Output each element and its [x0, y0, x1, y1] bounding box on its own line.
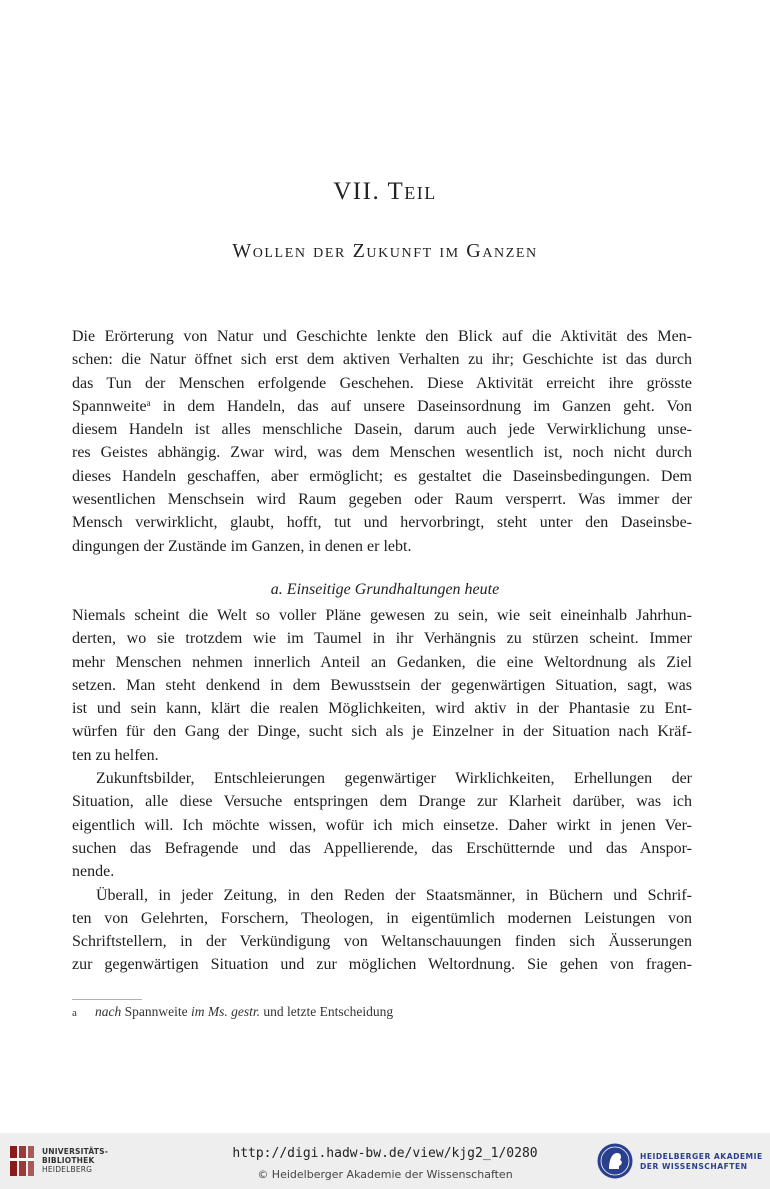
- hadw-logo[interactable]: [596, 1141, 766, 1181]
- text-line: [72, 395, 692, 418]
- hadw-name-line: HEIDELBERGER AKADEMIE: [640, 1152, 763, 1161]
- permalink-url[interactable]: http://digi.hadw-bw.de/view/kjg2_1/0280: [232, 1146, 538, 1161]
- text-line: Zukunftsbilder, Entschleierungen gegenwärtiger Wirklichkeiten, Erhellungen der: [96, 770, 692, 788]
- text-line: mehr Menschen nehmen innerlich Anteil an Gedanken, die eine Weltordnung als Ziel: [72, 653, 692, 671]
- text-line: schen: die Natur öffnet sich erst dem aktiven Verhalten zu ihr; Geschichte ist das durch: [72, 351, 692, 369]
- text-line: diesem Handeln ist alles menschliche Dasein, darum auch jede Verwirklichung unse-: [72, 421, 692, 439]
- hadw-name-line: DER WISSENSCHAFTEN: [640, 1162, 748, 1171]
- text-line: Überall, in jeder Zeitung, in den Reden der Staatsmänner, in Büchern und Schrif-: [96, 886, 692, 904]
- footer-bar: [0, 1133, 770, 1189]
- text-line-rest: in dem Handeln, das auf unsere Daseinsordnung im Ganzen geht. Von: [162, 397, 692, 415]
- footnote-nach: nach: [95, 1004, 122, 1019]
- text-line: zur gegenwärtigen Situation und zur möglichen Weltordnung. Sie gehen von fragen-: [72, 956, 692, 974]
- footnote-word: Spannweite: [124, 1004, 188, 1019]
- text-line: ist und sein kann, klärt die realen Möglichkeiten, wird aktiv in der Phantasie zu Ent-: [72, 700, 692, 718]
- text-line: res Geistes abhängig. Zwar wird, was dem Menschen wesentlich ist, noch nicht durch: [72, 444, 692, 462]
- text-line: ten zu helfen.: [72, 746, 159, 764]
- chapter-title: Wollen der Zukunft im Ganzen: [232, 240, 538, 262]
- text-line: dingungen der Zustände im Ganzen, in denen er lebt.: [72, 537, 412, 555]
- spannweite-word: Spannweite: [72, 397, 147, 415]
- text-line: ten von Gelehrten, Forschern, Theologen, in eigentümlich modernen Leistungen von: [72, 909, 692, 927]
- text-line: das Tun der Menschen erfolgende Geschehen. Diese Aktivität erreicht ihre grösste: [72, 374, 692, 392]
- text-line: Niemals scheint die Welt so voller Pläne gewesen zu sein, wie seit eineinhalb Jahrhun-: [72, 607, 692, 624]
- text-line: Die Erörterung von Natur und Geschichte lenkte den Blick auf die Aktivität des Men-: [72, 328, 692, 345]
- text-line: Schriftstellern, in der Verkündigung von Weltanschauungen finden sich Äusserungen: [72, 933, 692, 951]
- footnote-divider: [72, 999, 142, 1000]
- part-title: VII. Teil: [333, 178, 437, 205]
- text-line: derten, wo sie trotzdem wie im Taumel in ihr Verhängnis zu stürzen scheint. Immer: [72, 630, 692, 648]
- text-line: dieses Handeln geschaffen, aber ermöglicht; es gestaltet die Daseinsbedingungen. Dem: [72, 467, 692, 485]
- ub-name-line: HEIDELBERG: [42, 1165, 93, 1174]
- text-line: nende.: [72, 863, 115, 881]
- footnote: [72, 1004, 692, 1020]
- footnote-marker[interactable]: a: [146, 397, 151, 408]
- text-line: suchen das Befragende und das Appellierende, das Erschütternde und das Anspor-: [72, 839, 692, 857]
- footnote-rest: und letzte Entscheidung: [263, 1004, 394, 1019]
- section-heading: a. Einseitige Grundhaltungen heute: [270, 581, 500, 598]
- text-line: wesentlichen Menschsein wird Raum gegeben oder Raum versperrt. Was immer der: [72, 491, 692, 509]
- text-line: Mensch verwirklicht, glaubt, hofft, tut und hervorbringt, steht unter den Daseinsbe-: [72, 514, 692, 532]
- ub-name-line: UNIVERSITÄTS-: [42, 1147, 109, 1156]
- ub-name-line: BIBLIOTHEK: [42, 1156, 95, 1165]
- footnote-letter: a: [72, 1007, 77, 1019]
- body-paragraphs: [72, 604, 692, 977]
- text-line: würfen für den Gang der Dinge, sucht sich als je Einzelner in der Situation nach Kräf-: [72, 723, 692, 741]
- text-line: eigentlich will. Ich möchte wissen, wofür ich mich einsetze. Daher wirkt in jenen Ver-: [72, 816, 692, 834]
- hadw-seal-icon: [596, 1142, 634, 1180]
- text-line: Situation, alle diese Versuche entspringen dem Drange zur Klarheit darüber, was ich: [72, 793, 692, 811]
- text-line: setzen. Man steht denkend in dem Bewusstsein der gegenwärtigen Situation, sagt, was: [72, 676, 692, 694]
- intro-paragraph: [72, 325, 692, 558]
- hadw-name: [640, 1152, 763, 1172]
- footnote-note: im Ms. gestr.: [191, 1004, 261, 1019]
- copyright-text: © Heidelberger Akademie der Wissenschaften: [257, 1168, 513, 1181]
